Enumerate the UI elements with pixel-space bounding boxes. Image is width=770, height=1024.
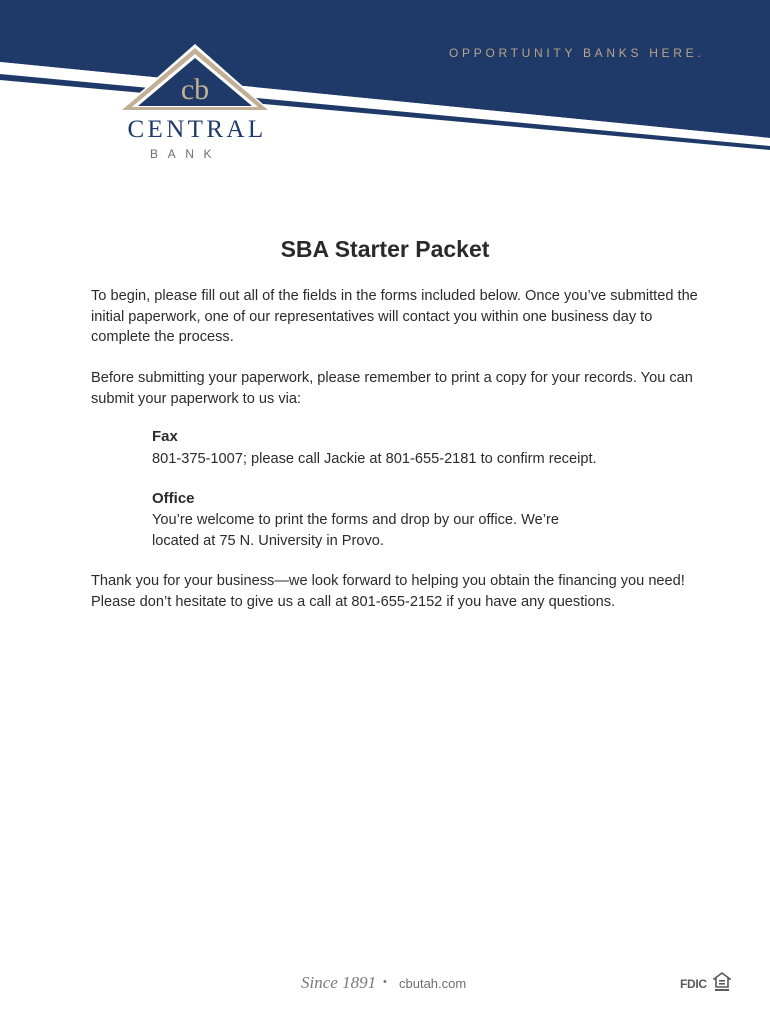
- equal-housing-lender-icon: [713, 972, 731, 992]
- footer-separator: •: [383, 976, 387, 988]
- tagline: OPPORTUNITY BANKS HERE.: [449, 46, 705, 60]
- logo-monogram: cb: [180, 73, 210, 106]
- fax-text: 801-375-1007; please call Jackie at 801-655-2181 to confirm receipt.: [152, 451, 597, 467]
- intro-paragraph: To begin, please fill out all of the fields in the forms included below. Once you’ve submitted the initial paperwork, one of our representatives will contact you within one business day to complete the process.: [91, 288, 698, 345]
- office-text: You’re welcome to print the forms and drop by our office. We’re located at 75 N. University in Provo.: [152, 512, 559, 549]
- fdic-logo: FDIC: [680, 977, 707, 991]
- website-link[interactable]: cbutah.com: [399, 976, 467, 991]
- page-title: SBA Starter Packet: [280, 236, 490, 262]
- since-text: Since 1891: [301, 973, 377, 992]
- central-bank-logo-icon: [118, 44, 272, 114]
- reminder-paragraph: Before submitting your paperwork, please remember to print a copy for your records. You can submit your paperwork to us via:: [91, 370, 693, 407]
- closing-paragraph: Thank you for your business—we look forward to helping you obtain the financing you need! Please don’t hesitate to give us a call at 801-655-2152 if you have any questions.: [91, 573, 685, 610]
- logo-subname: BANK: [150, 147, 222, 161]
- footer: [0, 972, 770, 1002]
- office-heading: Office: [152, 490, 195, 507]
- logo-name: CENTRAL: [127, 116, 267, 143]
- fax-heading: Fax: [152, 428, 178, 445]
